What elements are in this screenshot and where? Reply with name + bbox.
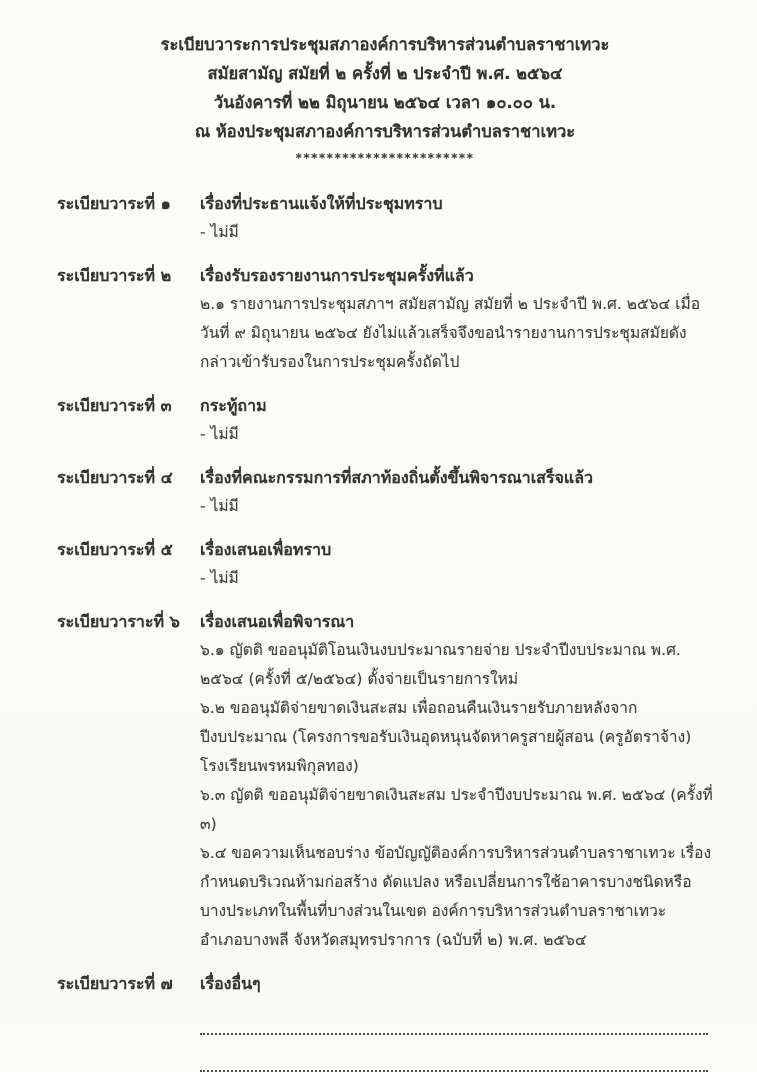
agenda-item-content [200,463,713,521]
document-header [57,30,713,169]
agenda-row [57,189,713,247]
agenda-item-details [200,420,713,449]
document-title: ระเบียบวาระการประชุมสภาองค์การบริหารส่วนตำบลราชาเทวะ [57,30,713,59]
agenda-item-content [200,391,713,449]
agenda-item-title: เรื่องที่คณะกรรมการที่สภาท้องถิ่นตั้งขึ้นพิจารณาเสร็จแล้ว [200,463,713,492]
agenda-item-detail: - ไม่มี [200,218,713,247]
agenda-item-content [200,607,713,955]
date-time-line: วันอังคารที่ ๒๒ มิถุนายน ๒๕๖๔ เวลา ๑๐.๐๐ น. [57,88,713,117]
agenda-item-details [200,290,713,377]
agenda-item-detail: - ไม่มี [200,420,713,449]
agenda-item-label: ระเบียบวาระที่ ๒ [57,261,200,290]
dotted-fill-line [200,1005,708,1035]
agenda-item-title: เรื่องเสนอเพื่อทราบ [200,535,713,564]
agenda-item-label: ระเบียบวาระที่ ๓ [57,391,200,420]
agenda-row [57,969,713,1072]
agenda-item-label: ระเบียบวาระที่ ๗ [57,969,200,998]
agenda-item-details [200,636,713,955]
asterisk-separator: *********************** [57,147,713,169]
agenda-item-detail: ๖.๒ ขออนุมัติจ่ายขาดเงินสะสม เพื่อถอนคืนเงินรายรับภายหลังจากปีงบประมาณ (โครงการขอรับเงินอุดหนุนจัดหาครูสายผู้สอน (ครูอัตราจ้าง) โรงเรียนพรหมพิกุลทอง) [200,694,713,781]
agenda-row [57,535,713,593]
agenda-item-title: เรื่องรับรองรายงานการประชุมครั้งที่แล้ว [200,261,713,290]
agenda-item-detail: ๖.๑ ญัตติ ขออนุมัติโอนเงินงบประมาณรายจ่าย ประจำปีงบประมาณ พ.ศ. ๒๕๖๔ (ครั้งที่ ๕/๒๕๖๔) ตั้งจ่ายเป็นรายการใหม่ [200,636,713,694]
agenda-row [57,261,713,377]
agenda-item-title: เรื่องอื่นๆ [200,969,713,998]
agenda-row [57,463,713,521]
agenda-item-label: ระเบียบวาระที่ ๑ [57,189,200,218]
agenda-item-label: ระเบียบวาราะที่ ๖ [57,607,200,636]
agenda-item-details [200,1005,713,1072]
agenda-item-title: กระทู้ถาม [200,391,713,420]
agenda-list [57,189,713,1072]
agenda-item-details [200,564,713,593]
agenda-item-title: เรื่องที่ประธานแจ้งให้ที่ประชุมทราบ [200,189,713,218]
agenda-item-title: เรื่องเสนอเพื่อพิจารณา [200,607,713,636]
session-line: สมัยสามัญ สมัยที่ ๒ ครั้งที่ ๒ ประจำปี พ.ศ. ๒๕๖๔ [57,59,713,88]
agenda-item-detail: - ไม่มี [200,492,713,521]
agenda-item-label: ระเบียบวาระที่ ๕ [57,535,200,564]
agenda-item-detail: ๖.๔ ขอความเห็นชอบร่าง ข้อบัญญัติองค์การบริหารส่วนตำบลราชาเทวะ เรื่องกำหนดบริเวณห้ามก่อสร้าง ดัดแปลง หรือเปลี่ยนการใช้อาคารบางชนิดหรือบางประเภทในพื้นที่บางส่วนในเขต องค์การบริหารส่วนตำบลราชาเทวะ อำเภอบางพลี จังหวัดสมุทรปราการ (ฉบับที่ ๒) พ.ศ. ๒๕๖๔ [200,839,713,955]
agenda-item-content [200,969,713,1072]
agenda-item-details [200,492,713,521]
agenda-item-content [200,261,713,377]
agenda-item-label: ระเบียบวาระที่ ๔ [57,463,200,492]
agenda-item-detail: ๒.๑ รายงานการประชุมสภาฯ สมัยสามัญ สมัยที่ ๒ ประจำปี พ.ศ. ๒๕๖๔ เมื่อวันที่ ๙ มิถุนายน ๒๕๖๔ ยังไม่แล้วเสร็จจึงขอนำรายงานการประชุมสมัยดังกล่าวเข้ารับรองในการประชุมครั้งถัดไป [200,290,713,377]
agenda-row [57,607,713,955]
venue-line: ณ ห้องประชุมสภาองค์การบริหารส่วนตำบลราชาเทวะ [57,117,713,146]
agenda-item-detail: - ไม่มี [200,564,713,593]
dotted-fill-line [200,1042,708,1072]
agenda-item-content [200,535,713,593]
agenda-item-content [200,189,713,247]
agenda-item-details [200,218,713,247]
agenda-row [57,391,713,449]
agenda-item-detail: ๖.๓ ญัตติ ขออนุมัติจ่ายขาดเงินสะสม ประจำปีงบประมาณ พ.ศ. ๒๕๖๔ (ครั้งที่ ๓) [200,781,713,839]
